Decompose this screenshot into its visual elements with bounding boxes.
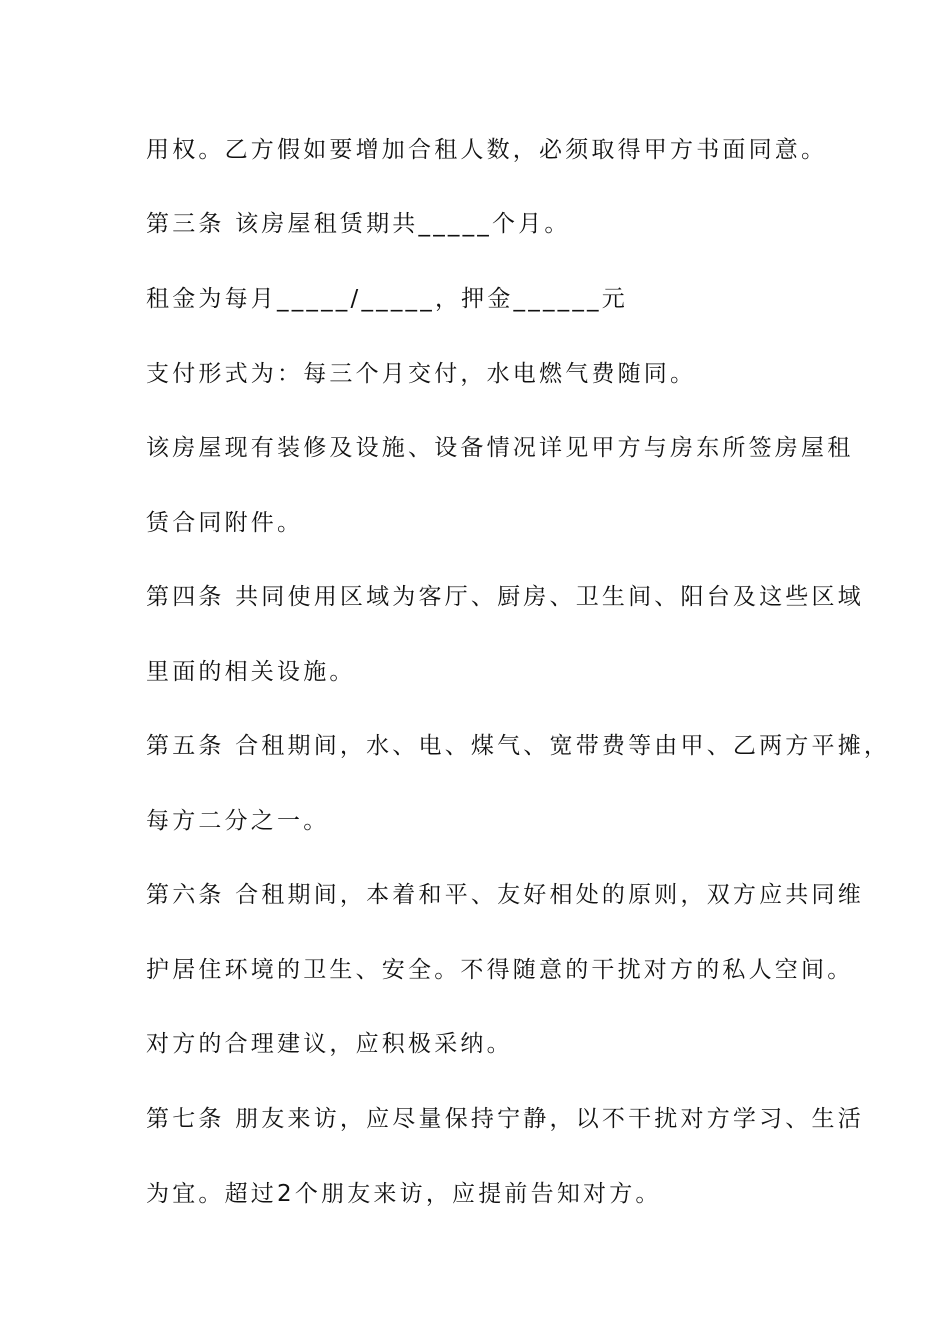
text-line-10: 每方二分之一。	[146, 808, 330, 834]
text-line-1: 用权。乙方假如要增加合租人数，必须取得甲方书面同意。	[146, 137, 828, 163]
text-line-7: 第四条 共同使用区域为客厅、厨房、卫生间、阳台及这些区域	[146, 584, 864, 610]
text-line-6: 赁合同附件。	[146, 510, 304, 536]
text-line-13: 对方的合理建议，应积极采纳。	[146, 1031, 513, 1057]
text-line-14: 第七条 朋友来访，应尽量保持宁静，以不干扰对方学习、生活	[146, 1106, 864, 1132]
text-line-15: 为宜。超过2个朋友来访，应提前告知对方。	[146, 1181, 662, 1207]
text-line-5: 该房屋现有装修及设施、设备情况详见甲方与房东所签房屋租	[146, 435, 854, 461]
text-line-9: 第五条 合租期间，水、电、煤气、宽带费等由甲、乙两方平摊，	[146, 733, 891, 759]
text-line-3: 租金为每月_____/_____，押金______元	[146, 286, 628, 312]
text-line-2: 第三条 该房屋租赁期共_____个月。	[146, 211, 571, 237]
text-line-4: 支付形式为：每三个月交付，水电燃气费随同。	[146, 361, 697, 387]
text-line-11: 第六条 合租期间，本着和平、友好相处的原则，双方应共同维	[146, 882, 864, 908]
text-line-12: 护居住环境的卫生、安全。不得随意的干扰对方的私人空间。	[146, 957, 854, 983]
text-line-8: 里面的相关设施。	[146, 659, 356, 685]
